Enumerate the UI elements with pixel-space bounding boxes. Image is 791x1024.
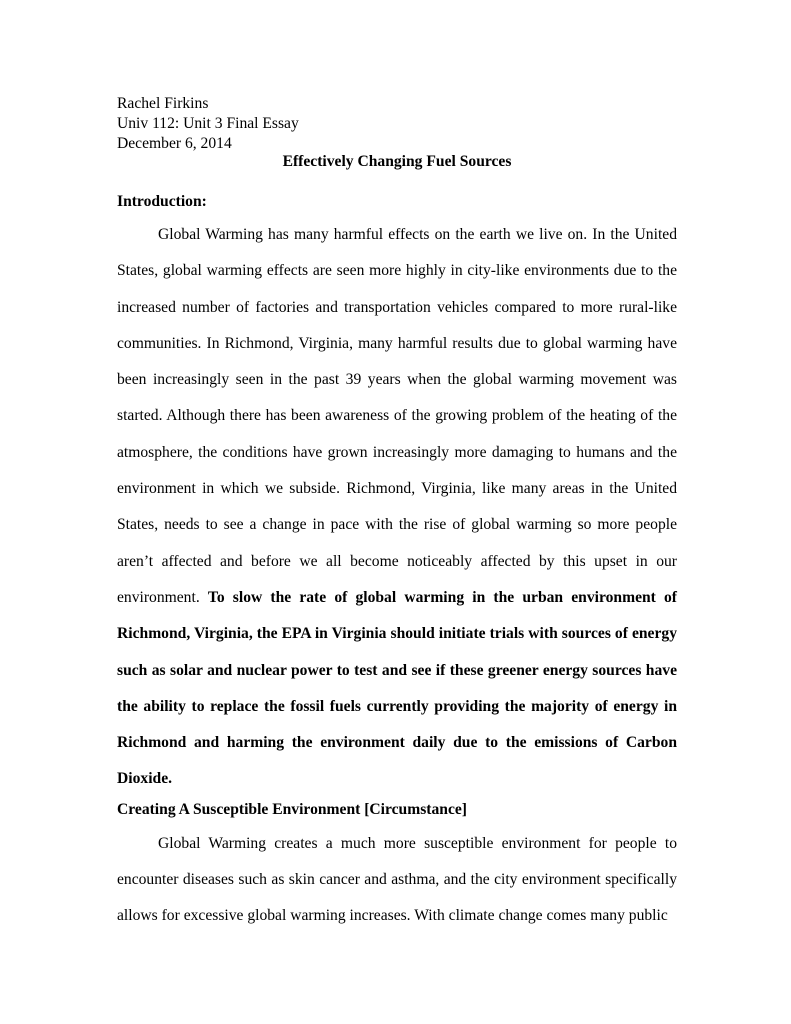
- essay-title: Effectively Changing Fuel Sources: [282, 153, 512, 170]
- essay-date: December 6, 2014: [117, 135, 232, 152]
- introduction-text: Global Warming has many harmful effects on the earth we live on. In the United States, global warming effects are seen more highly in city-like environments due to the increased number of factories and transportation vehicles compared to more rural-like communities. In Richmond, Virginia, many harmful results due to global warming have been increasingly seen in the past 39 years when the global warming movement was started. Although there has been awareness of the growing problem of the heating of the atmosphere, the conditions have grown increasingly more damaging to humans and the environment in which we subside. Richmond, Virginia, like many areas in the United States, needs to see a change in pace with the rise of global warming so more people aren’t affected and before we all become noticeably affected by this upset in our environment.: [117, 226, 677, 606]
- thesis-statement: To slow the rate of global warming in the urban environment of Richmond, Virginia, the EPA in Virginia should initiate trials with sources of energy such as solar and nuclear power to test and see if these greener energy sources have the ability to replace the fossil fuels currently providing the majority of energy in Richmond and harming the environment daily due to the emissions of Carbon Dioxide.: [117, 588, 677, 788]
- section-heading-circumstance: Creating A Susceptible Environment [Circumstance]: [117, 800, 467, 818]
- author-name: Rachel Firkins: [117, 95, 209, 112]
- introduction-paragraph: [117, 217, 677, 798]
- circumstance-paragraph: Global Warming creates a much more susceptible environment for people to encounter diseases such as skin cancer and asthma, and the city environment specifically allows for excessive global warming increases. With climate change comes many public: [117, 834, 677, 925]
- document-body: [117, 94, 677, 935]
- course-name: Univ 112: Unit 3 Final Essay: [117, 115, 299, 132]
- introduction-heading: Introduction:: [117, 193, 207, 210]
